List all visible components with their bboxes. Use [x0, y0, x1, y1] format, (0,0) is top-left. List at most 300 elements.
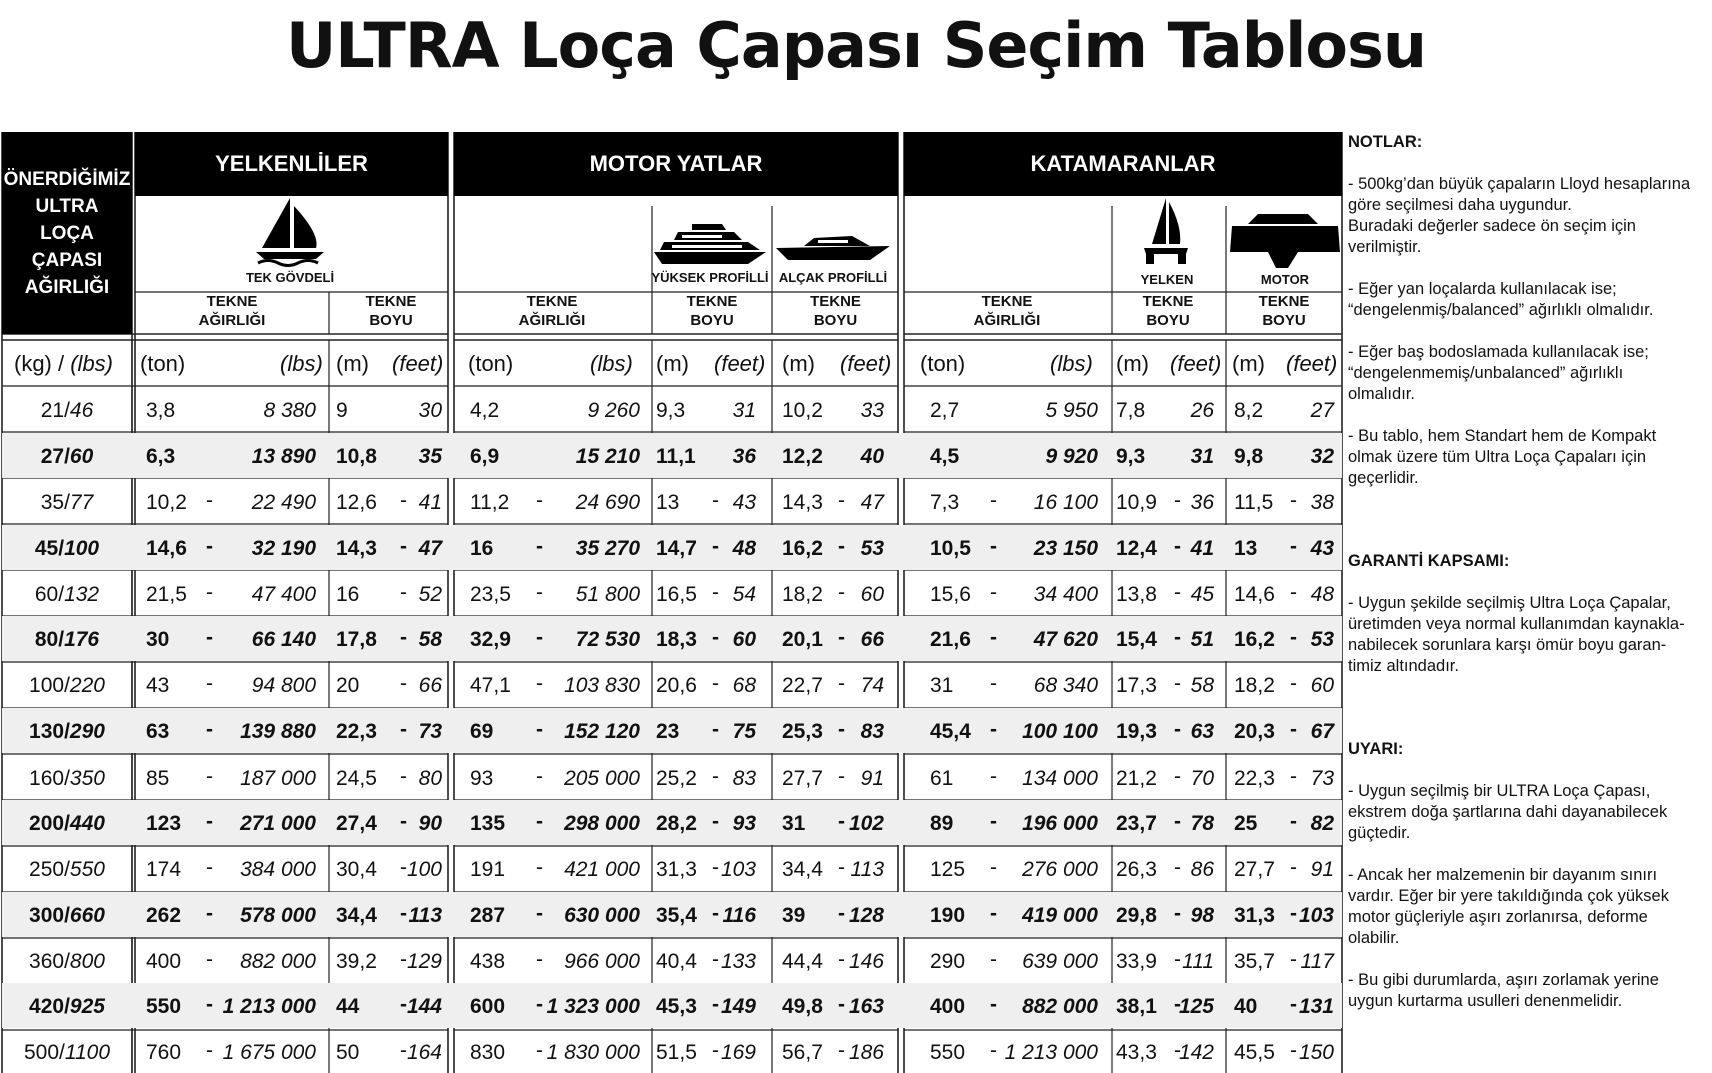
range-dash: -	[838, 626, 845, 649]
anchor-header-line: AĞIRLIĞI	[24, 276, 110, 298]
anchor-weight: 200/440	[29, 812, 105, 835]
range-dash: -	[536, 993, 543, 1016]
table-cell: 20,6	[656, 674, 697, 697]
range-dash: -	[838, 948, 845, 971]
range-dash: -	[838, 535, 845, 558]
table-cell: 23	[656, 720, 680, 743]
note-paragraph: - Bu gibi durumlarda, aşırı zorlamak yerine uygun kurtarma usulleri denenmelidir.	[1348, 971, 1659, 1010]
table-cell: 40	[860, 445, 884, 468]
table-cell: 49,8	[782, 995, 823, 1018]
range-dash: -	[990, 581, 997, 604]
table-cell: 38	[1310, 491, 1334, 514]
range-dash: -	[400, 856, 407, 879]
table-cell: 144	[406, 995, 442, 1018]
table-cell: 61	[930, 767, 954, 790]
anchor-weight: 80/176	[34, 628, 100, 651]
note-paragraph: - Uygun seçilmiş bir ULTRA Loça Çapası, ekstrem doğa şartlarına dahi dayanabilecek güçtedir.	[1348, 782, 1668, 842]
table-cell: 35 270	[575, 537, 640, 560]
table-cell: 135	[470, 812, 506, 835]
table-cell: 32 190	[251, 537, 316, 560]
range-dash: -	[1290, 993, 1297, 1016]
table-cell: 24 690	[575, 491, 640, 514]
unit-ton: (ton)	[920, 351, 966, 376]
range-dash: -	[400, 902, 407, 925]
table-cell: 52	[418, 583, 442, 606]
table-cell: 760	[146, 1041, 182, 1064]
table-cell: 36	[732, 445, 756, 468]
table-cell: 47 400	[251, 583, 316, 606]
unit-feet: (feet)	[392, 351, 444, 376]
range-dash: -	[536, 810, 543, 833]
table-cell: 419 000	[1022, 904, 1098, 927]
motor-high-length-label: TEKNE BOYU	[686, 293, 738, 329]
table-cell: 116	[722, 904, 756, 927]
table-cell: 149	[720, 995, 756, 1018]
range-dash: -	[1174, 1039, 1181, 1062]
table-cell: 31	[1190, 445, 1214, 468]
table-cell: 45,5	[1234, 1041, 1275, 1064]
table-cell: 6,3	[146, 445, 176, 468]
range-dash: -	[400, 765, 407, 788]
table-cell: 90	[418, 812, 442, 835]
range-dash: -	[838, 672, 845, 695]
table-cell: 43	[1310, 537, 1334, 560]
anchor-weight: 35/77	[40, 491, 94, 514]
anchor-header-line: ÇAPASI	[31, 249, 103, 271]
table-cell: 129	[406, 950, 442, 973]
table-cell: 32,9	[470, 628, 511, 651]
table-cell: 174	[146, 858, 182, 881]
group-header-yelkenliler: YELKENLİLER	[135, 132, 448, 196]
note-paragraph: - Bu tablo, hem Standart hem de Kompakt olmak üzere tüm Ultra Loça Çapaları için geçerlidir.	[1348, 427, 1657, 487]
low-profile-yacht-icon	[774, 232, 892, 264]
table-cell: 56,7	[782, 1041, 823, 1064]
range-dash: -	[400, 948, 407, 971]
table-cell: 68	[732, 674, 756, 697]
range-dash: -	[400, 1039, 407, 1062]
table-cell: 39	[782, 904, 806, 927]
table-cell: 45	[1190, 583, 1214, 606]
table-cell: 5 950	[1045, 399, 1098, 422]
range-dash: -	[1290, 1039, 1297, 1062]
anchor-weight: 27/60	[40, 445, 94, 468]
range-dash: -	[536, 765, 543, 788]
unit-feet: (feet)	[1170, 351, 1222, 376]
table-cell: 262	[146, 904, 182, 927]
table-cell: 18,2	[782, 583, 823, 606]
range-dash: -	[712, 1039, 719, 1062]
range-dash: -	[400, 810, 407, 833]
yelken-weight-label: TEKNE AĞIRLIĞI	[198, 293, 266, 329]
range-dash: -	[1174, 765, 1181, 788]
table-cell: 14,7	[656, 537, 697, 560]
note-paragraph: - Eğer baş bodoslamada kullanılacak ise; “dengelenmemiş/unbalanced” ağırlıklı olmalıdır.	[1348, 343, 1649, 403]
table-cell: 882 000	[240, 950, 316, 973]
table-cell: 31	[732, 399, 756, 422]
table-cell: 12,6	[336, 491, 377, 514]
table-cell: 35	[418, 445, 442, 468]
table-cell: 44,4	[782, 950, 823, 973]
table-cell: 32	[1310, 445, 1334, 468]
table-cell: 73	[1310, 767, 1334, 790]
range-dash: -	[1290, 489, 1297, 512]
range-dash: -	[1174, 993, 1181, 1016]
table-cell: 41	[418, 491, 442, 514]
motor-weight-label: TEKNE AĞIRLIĞI	[518, 293, 586, 329]
table-cell: 34,4	[782, 858, 823, 881]
table-cell: 100	[406, 858, 442, 881]
table-cell: 53	[1310, 628, 1334, 651]
icon-label-yelken: YELKEN	[1140, 272, 1194, 287]
range-dash: -	[712, 993, 719, 1016]
table-cell: 131	[1298, 995, 1334, 1018]
range-dash: -	[990, 856, 997, 879]
table-cell: 47	[418, 537, 442, 560]
range-dash: -	[990, 993, 997, 1016]
table-cell: 44	[336, 995, 360, 1018]
table-cell: 17,3	[1116, 674, 1157, 697]
table-cell: 384 000	[240, 858, 316, 881]
icon-label-alcak-profilli: ALÇAK PROFİLLİ	[778, 270, 888, 285]
table-cell: 58	[418, 628, 442, 651]
table-cell: 23,7	[1116, 812, 1157, 835]
table-cell: 12,4	[1116, 537, 1157, 560]
table-cell: 66	[860, 628, 884, 651]
range-dash: -	[1290, 535, 1297, 558]
anchor-header-line: LOÇA	[40, 222, 94, 244]
table-cell: 80	[418, 767, 442, 790]
range-dash: -	[1174, 581, 1181, 604]
table-cell: 4,2	[470, 399, 500, 422]
range-dash: -	[206, 626, 213, 649]
table-cell: 16,5	[656, 583, 697, 606]
table-cell: 11,2	[470, 491, 510, 514]
notlar-title: NOTLAR:	[1348, 133, 1423, 151]
table-cell: 93	[470, 767, 494, 790]
table-cell: 27,7	[782, 767, 823, 790]
table-cell: 10,8	[336, 445, 377, 468]
table-cell: 21,2	[1116, 767, 1157, 790]
group-header-katamaranlar: KATAMARANLAR	[904, 132, 1342, 196]
anchor-header-line: ÖNERDİĞİMİZ	[3, 168, 131, 190]
range-dash: -	[712, 856, 719, 879]
note-paragraph: - 500kg’dan büyük çapaların Lloyd hesaplarına göre seçilmesi daha uygundur. Buradaki değerler sadece ön seçim için verilmiştir.	[1348, 175, 1691, 256]
range-dash: -	[990, 718, 997, 741]
table-cell: 14,6	[1234, 583, 1275, 606]
table-cell: 86	[1190, 858, 1214, 881]
range-dash: -	[838, 902, 845, 925]
anchor-weight: 420/925	[29, 995, 105, 1018]
table-cell: 66	[418, 674, 442, 697]
table-cell: 43	[146, 674, 170, 697]
range-dash: -	[206, 1039, 213, 1062]
table-cell: 550	[930, 1041, 966, 1064]
range-dash: -	[1290, 672, 1297, 695]
table-cell: 102	[848, 812, 884, 835]
table-cell: 39,2	[336, 950, 377, 973]
table-cell: 630 000	[564, 904, 640, 927]
anchor-header-line: ULTRA	[35, 195, 99, 217]
range-dash: -	[206, 765, 213, 788]
table-cell: 16,2	[782, 537, 823, 560]
table-cell: 23 150	[1033, 537, 1098, 560]
table-cell: 25,2	[656, 767, 697, 790]
range-dash: -	[990, 1039, 997, 1062]
table-cell: 4,5	[930, 445, 960, 468]
unit-ton: (ton)	[468, 351, 514, 376]
anchor-weight: 500/1100	[23, 1041, 111, 1064]
unit-m: (m)	[1116, 351, 1149, 376]
table-cell: 128	[848, 904, 884, 927]
table-cell: 103	[1298, 904, 1334, 927]
table-cell: 13	[1234, 537, 1258, 560]
range-dash: -	[1174, 856, 1181, 879]
motor-low-length-label: TEKNE BOYU	[810, 293, 861, 329]
table-cell: 51,5	[656, 1041, 697, 1064]
table-cell: 13,8	[1116, 583, 1157, 606]
range-dash: -	[206, 948, 213, 971]
range-dash: -	[400, 535, 407, 558]
range-dash: -	[206, 993, 213, 1016]
table-cell: 20,3	[1234, 720, 1275, 743]
table-cell: 18,3	[656, 628, 697, 651]
range-dash: -	[400, 672, 407, 695]
range-dash: -	[990, 489, 997, 512]
table-cell: 67	[1310, 720, 1334, 743]
page-title: ULTRA Loça Çapası Seçim Tablosu	[285, 9, 1427, 82]
table-cell: 6,9	[470, 445, 500, 468]
range-dash: -	[1174, 626, 1181, 649]
range-dash: -	[712, 902, 719, 925]
range-dash: -	[206, 856, 213, 879]
table-cell: 14,3	[782, 491, 823, 514]
anchor-weight: 160/350	[29, 767, 105, 790]
table-cell: 16 100	[1033, 491, 1098, 514]
table-cell: 36	[1190, 491, 1214, 514]
garanti-list	[1348, 593, 1704, 677]
table-cell: 17,8	[336, 628, 377, 651]
table-cell: 19,3	[1116, 720, 1157, 743]
table-cell: 830	[470, 1041, 506, 1064]
table-cell: 35,4	[656, 904, 697, 927]
anchor-weight: 45/100	[34, 537, 100, 560]
table-cell: 94 800	[251, 674, 316, 697]
table-cell: 27,4	[336, 812, 377, 835]
table-cell: 400	[146, 950, 182, 973]
table-cell: 60	[1310, 674, 1334, 697]
anchor-weight: 21/46	[40, 399, 94, 422]
uyari-list	[1348, 781, 1704, 1012]
table-cell: 16,2	[1234, 628, 1275, 651]
table-cell: 11,5	[1234, 491, 1274, 514]
table-cell: 68 340	[1033, 674, 1098, 697]
table-cell: 63	[1190, 720, 1214, 743]
range-dash: -	[206, 581, 213, 604]
table-cell: 22,7	[782, 674, 823, 697]
range-dash: -	[536, 489, 543, 512]
range-dash: -	[1290, 948, 1297, 971]
table-cell: 966 000	[564, 950, 640, 973]
anchor-weight: 130/290	[29, 720, 105, 743]
table-cell: 1 830 000	[546, 1041, 640, 1064]
table-cell: 73	[418, 720, 442, 743]
table-cell: 578 000	[240, 904, 316, 927]
anchor-weight: 60/132	[34, 583, 100, 606]
range-dash: -	[1174, 672, 1181, 695]
table-cell: 47,1	[470, 674, 511, 697]
table-cell: 882 000	[1022, 995, 1098, 1018]
table-cell: 421 000	[564, 858, 640, 881]
range-dash: -	[536, 672, 543, 695]
range-dash: -	[712, 718, 719, 741]
sailboat-icon	[250, 196, 330, 268]
table-cell: 287	[470, 904, 506, 927]
table-cell: 113	[408, 904, 442, 927]
table-cell: 7,3	[930, 491, 960, 514]
table-cell: 40,4	[656, 950, 697, 973]
table-cell: 26,3	[1116, 858, 1157, 881]
kat-motor-length-label: TEKNE BOYU	[1258, 293, 1310, 329]
range-dash: -	[712, 581, 719, 604]
table-cell: 290	[930, 950, 966, 973]
table-cell: 48	[1310, 583, 1334, 606]
table-cell: 22 490	[251, 491, 316, 514]
range-dash: -	[536, 902, 543, 925]
range-dash: -	[712, 626, 719, 649]
table-cell: 103	[720, 858, 756, 881]
range-dash: -	[536, 581, 543, 604]
table-cell: 30,4	[336, 858, 377, 881]
table-cell: 83	[860, 720, 884, 743]
table-cell: 63	[146, 720, 170, 743]
unit-m: (m)	[336, 351, 369, 376]
table-cell: 139 880	[240, 720, 316, 743]
table-cell: 33,9	[1116, 950, 1157, 973]
table-cell: 186	[848, 1041, 884, 1064]
garanti-title: GARANTİ KAPSAMI:	[1348, 552, 1510, 570]
table-cell: 111	[1182, 950, 1214, 973]
table-cell: 72 530	[575, 628, 640, 651]
table-cell: 10,2	[782, 399, 823, 422]
unit-m: (m)	[782, 351, 815, 376]
table-cell: 85	[146, 767, 170, 790]
table-cell: 21,6	[930, 628, 971, 651]
table-cell: 27	[1310, 399, 1334, 422]
table-cell: 123	[146, 812, 182, 835]
table-cell: 152 120	[564, 720, 640, 743]
table-cell: 33	[860, 399, 884, 422]
notes-panel	[1348, 132, 1704, 1012]
table-cell: 82	[1310, 812, 1334, 835]
range-dash: -	[400, 993, 407, 1016]
table-cell: 163	[848, 995, 884, 1018]
table-cell: 51	[1190, 628, 1214, 651]
table-cell: 191	[470, 858, 506, 881]
table-cell: 8,2	[1234, 399, 1264, 422]
table-cell: 9	[336, 399, 348, 422]
range-dash: -	[206, 810, 213, 833]
table-cell: 75	[732, 720, 756, 743]
range-dash: -	[712, 489, 719, 512]
table-cell: 9,8	[1234, 445, 1264, 468]
range-dash: -	[990, 765, 997, 788]
table-cell: 18,2	[1234, 674, 1275, 697]
range-dash: -	[712, 810, 719, 833]
unit-lbs: (lbs)	[590, 351, 633, 376]
icon-label-tek-govdeli: TEK GÖVDELİ	[245, 270, 335, 285]
range-dash: -	[536, 718, 543, 741]
table-cell: 164	[406, 1041, 442, 1064]
table-cell: 74	[860, 674, 884, 697]
table-cell: 7,8	[1116, 399, 1146, 422]
table-cell: 16	[470, 537, 494, 560]
note-paragraph: - Ancak her malzemenin bir dayanım sınırı vardır. Eğer bir yere takıldığında çok yüksek motor güçleriyle aşırı zorlanırsa, deforme olabilir.	[1348, 866, 1669, 947]
range-dash: -	[400, 626, 407, 649]
table-cell: 14,3	[336, 537, 377, 560]
range-dash: -	[990, 626, 997, 649]
table-cell: 438	[470, 950, 506, 973]
table-cell: 60	[732, 628, 756, 651]
table-cell: 50	[336, 1041, 360, 1064]
table-cell: 15,4	[1116, 628, 1157, 651]
table-cell: 9 260	[587, 399, 640, 422]
range-dash: -	[206, 489, 213, 512]
table-cell: 38,1	[1116, 995, 1157, 1018]
table-cell: 14,6	[146, 537, 187, 560]
table-cell: 31	[782, 812, 806, 835]
anchor-weight: 100/220	[29, 674, 105, 697]
table-cell: 30	[418, 399, 442, 422]
range-dash: -	[712, 948, 719, 971]
range-dash: -	[1290, 626, 1297, 649]
table-cell: 25,3	[782, 720, 823, 743]
table-cell: 83	[732, 767, 756, 790]
range-dash: -	[838, 1039, 845, 1062]
table-cell: 400	[930, 995, 966, 1018]
unit-m: (m)	[656, 351, 689, 376]
unit-lbs: (lbs)	[280, 351, 323, 376]
table-cell: 30	[146, 628, 170, 651]
table-cell: 21,5	[146, 583, 187, 606]
range-dash: -	[1290, 810, 1297, 833]
table-cell: 550	[146, 995, 182, 1018]
range-dash: -	[1174, 902, 1181, 925]
range-dash: -	[400, 718, 407, 741]
range-dash: -	[838, 718, 845, 741]
range-dash: -	[206, 902, 213, 925]
icon-label-yuksek-profilli: YÜKSEK PROFİLLİ	[651, 270, 769, 285]
table-cell: 89	[930, 812, 954, 835]
range-dash: -	[990, 672, 997, 695]
unit-ton: (ton)	[140, 351, 186, 376]
range-dash: -	[1290, 765, 1297, 788]
table-cell: 26	[1190, 399, 1214, 422]
table-cell: 43	[732, 491, 756, 514]
table-cell: 93	[732, 812, 756, 835]
table-cell: 15,6	[930, 583, 971, 606]
unit-feet: (feet)	[1286, 351, 1338, 376]
table-cell: 34 400	[1033, 583, 1098, 606]
table-cell: 10,2	[146, 491, 187, 514]
table-cell: 22,3	[336, 720, 377, 743]
range-dash: -	[1290, 856, 1297, 879]
range-dash: -	[536, 856, 543, 879]
kat-sail-length-label: TEKNE BOYU	[1142, 293, 1194, 329]
table-cell: 51 800	[575, 583, 640, 606]
table-cell: 91	[1310, 858, 1334, 881]
table-cell: 3,8	[146, 399, 176, 422]
table-cell: 146	[848, 950, 884, 973]
